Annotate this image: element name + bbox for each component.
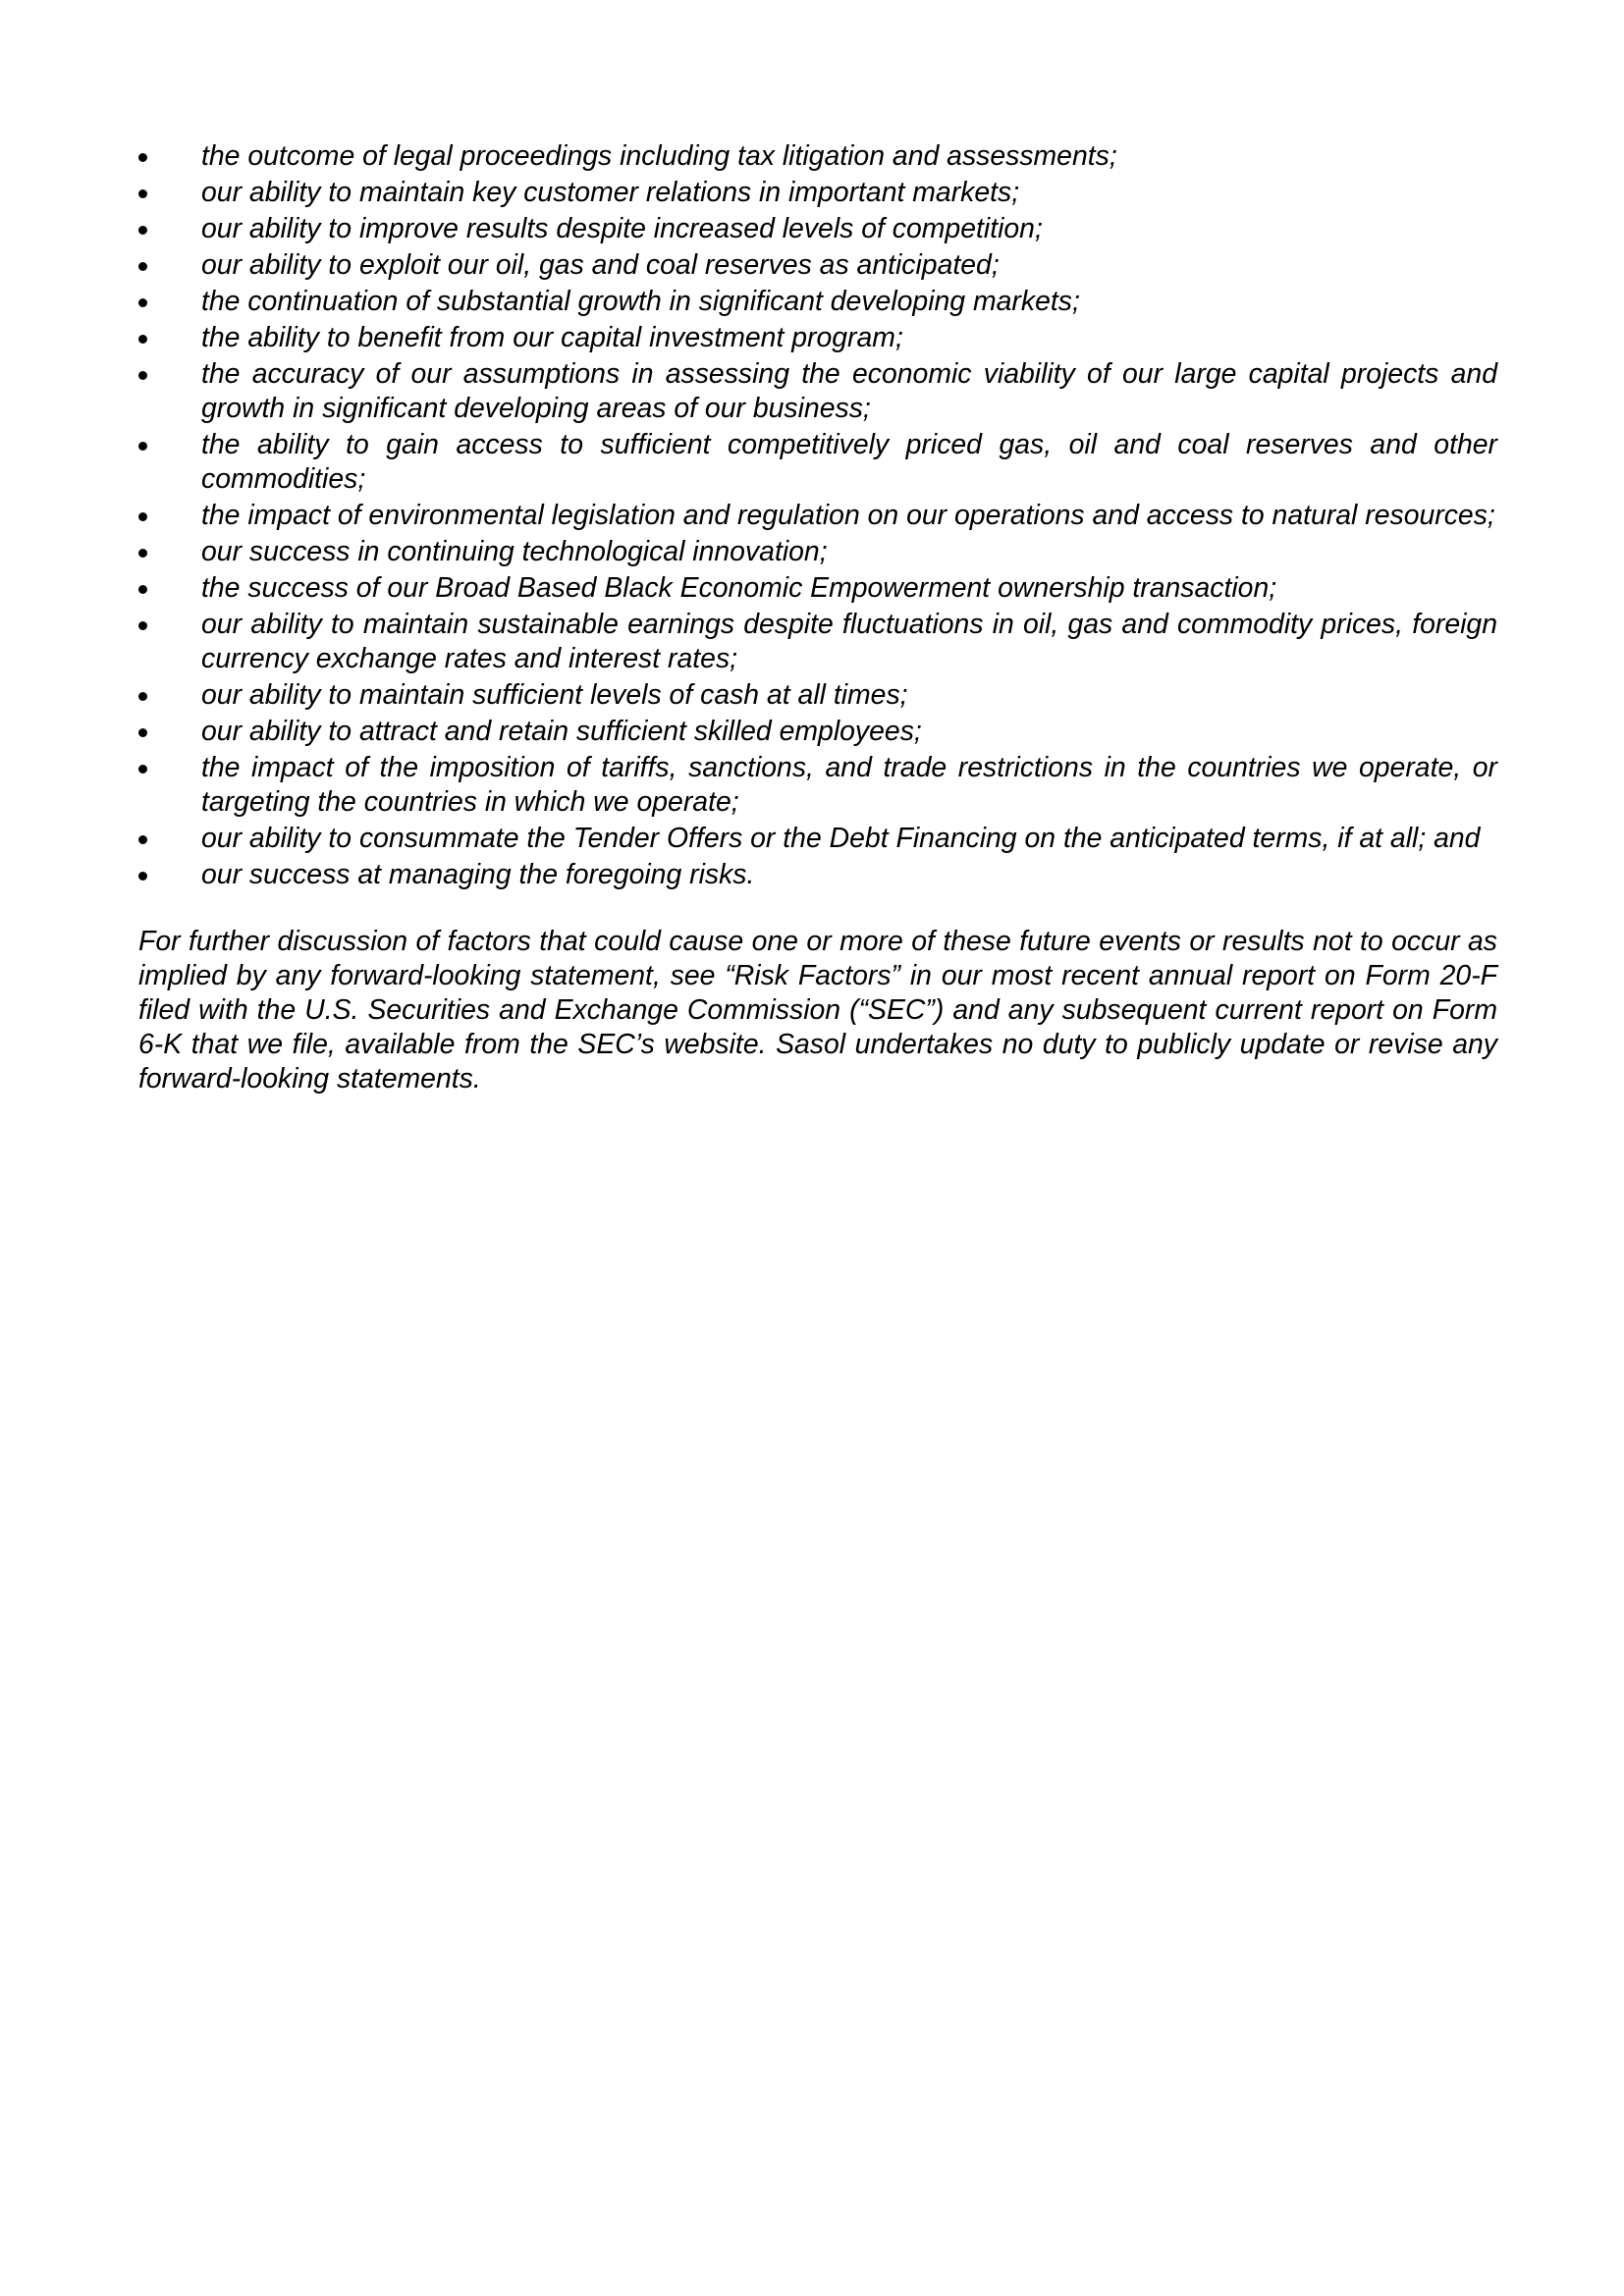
bullet-icon bbox=[138, 262, 147, 271]
list-item bbox=[138, 608, 1497, 676]
list-item bbox=[138, 428, 1497, 497]
bullet-icon bbox=[138, 335, 147, 344]
bullet-icon bbox=[138, 371, 147, 380]
list-item-text: our ability to maintain key customer relations in important markets; bbox=[201, 177, 1020, 208]
bullet-icon bbox=[138, 153, 147, 162]
list-item bbox=[138, 678, 1497, 713]
list-item-text: the impact of the imposition of tariffs, sanctions, and trade restrictions in the countries we operate, or targeting the countries in which we operate; bbox=[201, 752, 1497, 818]
list-item-text: our ability to improve results despite increased levels of competition; bbox=[201, 213, 1043, 244]
risk-factor-list bbox=[138, 139, 1497, 892]
list-item-text: the accuracy of our assumptions in assessing the economic viability of our large capital projects and growth in significant developing areas of our business; bbox=[201, 358, 1497, 424]
list-item bbox=[138, 535, 1497, 569]
list-item bbox=[138, 571, 1497, 606]
list-item-text: our ability to maintain sustainable earnings despite fluctuations in oil, gas and commodity prices, foreign currency exchange rates and interest rates; bbox=[201, 609, 1497, 674]
bullet-icon bbox=[138, 226, 147, 235]
bullet-icon bbox=[138, 512, 147, 521]
list-item bbox=[138, 715, 1497, 749]
bullet-icon bbox=[138, 442, 147, 451]
list-item bbox=[138, 321, 1497, 355]
list-item-text: our success in continuing technological innovation; bbox=[201, 536, 828, 567]
list-item bbox=[138, 212, 1497, 246]
list-item-text: the ability to gain access to sufficient competitively priced gas, oil and coal reserves and other commodities; bbox=[201, 429, 1497, 495]
bullet-icon bbox=[138, 728, 147, 737]
list-item-text: the impact of environmental legislation and regulation on our operations and access to natural resources; bbox=[201, 500, 1495, 531]
closing-paragraph: For further discussion of factors that could cause one or more of these future events or results not to occur as implied by any forward-looking statement, see “Risk Factors” in our most recent annual report on Form 20-F filed with the U.S. Securities and Exchange Commission (“SEC”) and any subsequent current report on Form 6-K that we file, available from the SEC’s website. Sasol undertakes no duty to publicly update or revise any forward-looking statements. bbox=[138, 926, 1497, 1095]
list-item bbox=[138, 822, 1497, 856]
list-item-text: the ability to benefit from our capital investment program; bbox=[201, 322, 903, 353]
bullet-icon bbox=[138, 692, 147, 701]
bullet-icon bbox=[138, 835, 147, 844]
bullet-icon bbox=[138, 298, 147, 307]
bullet-icon bbox=[138, 189, 147, 198]
list-item bbox=[138, 248, 1497, 283]
list-item-text: our success at managing the foregoing risks. bbox=[201, 859, 755, 890]
list-item-text: our ability to exploit our oil, gas and coal reserves as anticipated; bbox=[201, 249, 1000, 281]
list-item-text: the success of our Broad Based Black Economic Empowerment ownership transaction; bbox=[201, 572, 1277, 604]
list-item bbox=[138, 176, 1497, 210]
list-item-text: our ability to consummate the Tender Offers or the Debt Financing on the anticipated terms, if at all; and bbox=[201, 823, 1481, 854]
list-item-text: our ability to attract and retain sufficient skilled employees; bbox=[201, 716, 922, 747]
list-item-text: the outcome of legal proceedings including tax litigation and assessments; bbox=[201, 140, 1117, 172]
bullet-icon bbox=[138, 621, 147, 630]
list-item-text: our ability to maintain sufficient levels of cash at all times; bbox=[201, 679, 908, 711]
list-item bbox=[138, 858, 1497, 892]
list-item-text: the continuation of substantial growth in significant developing markets; bbox=[201, 286, 1080, 317]
list-item bbox=[138, 499, 1497, 533]
list-item bbox=[138, 357, 1497, 426]
bullet-icon bbox=[138, 765, 147, 774]
bullet-icon bbox=[138, 872, 147, 881]
bullet-icon bbox=[138, 549, 147, 558]
list-item bbox=[138, 285, 1497, 319]
bullet-icon bbox=[138, 585, 147, 594]
list-item bbox=[138, 751, 1497, 820]
list-item bbox=[138, 139, 1497, 174]
page-content bbox=[138, 139, 1497, 1096]
